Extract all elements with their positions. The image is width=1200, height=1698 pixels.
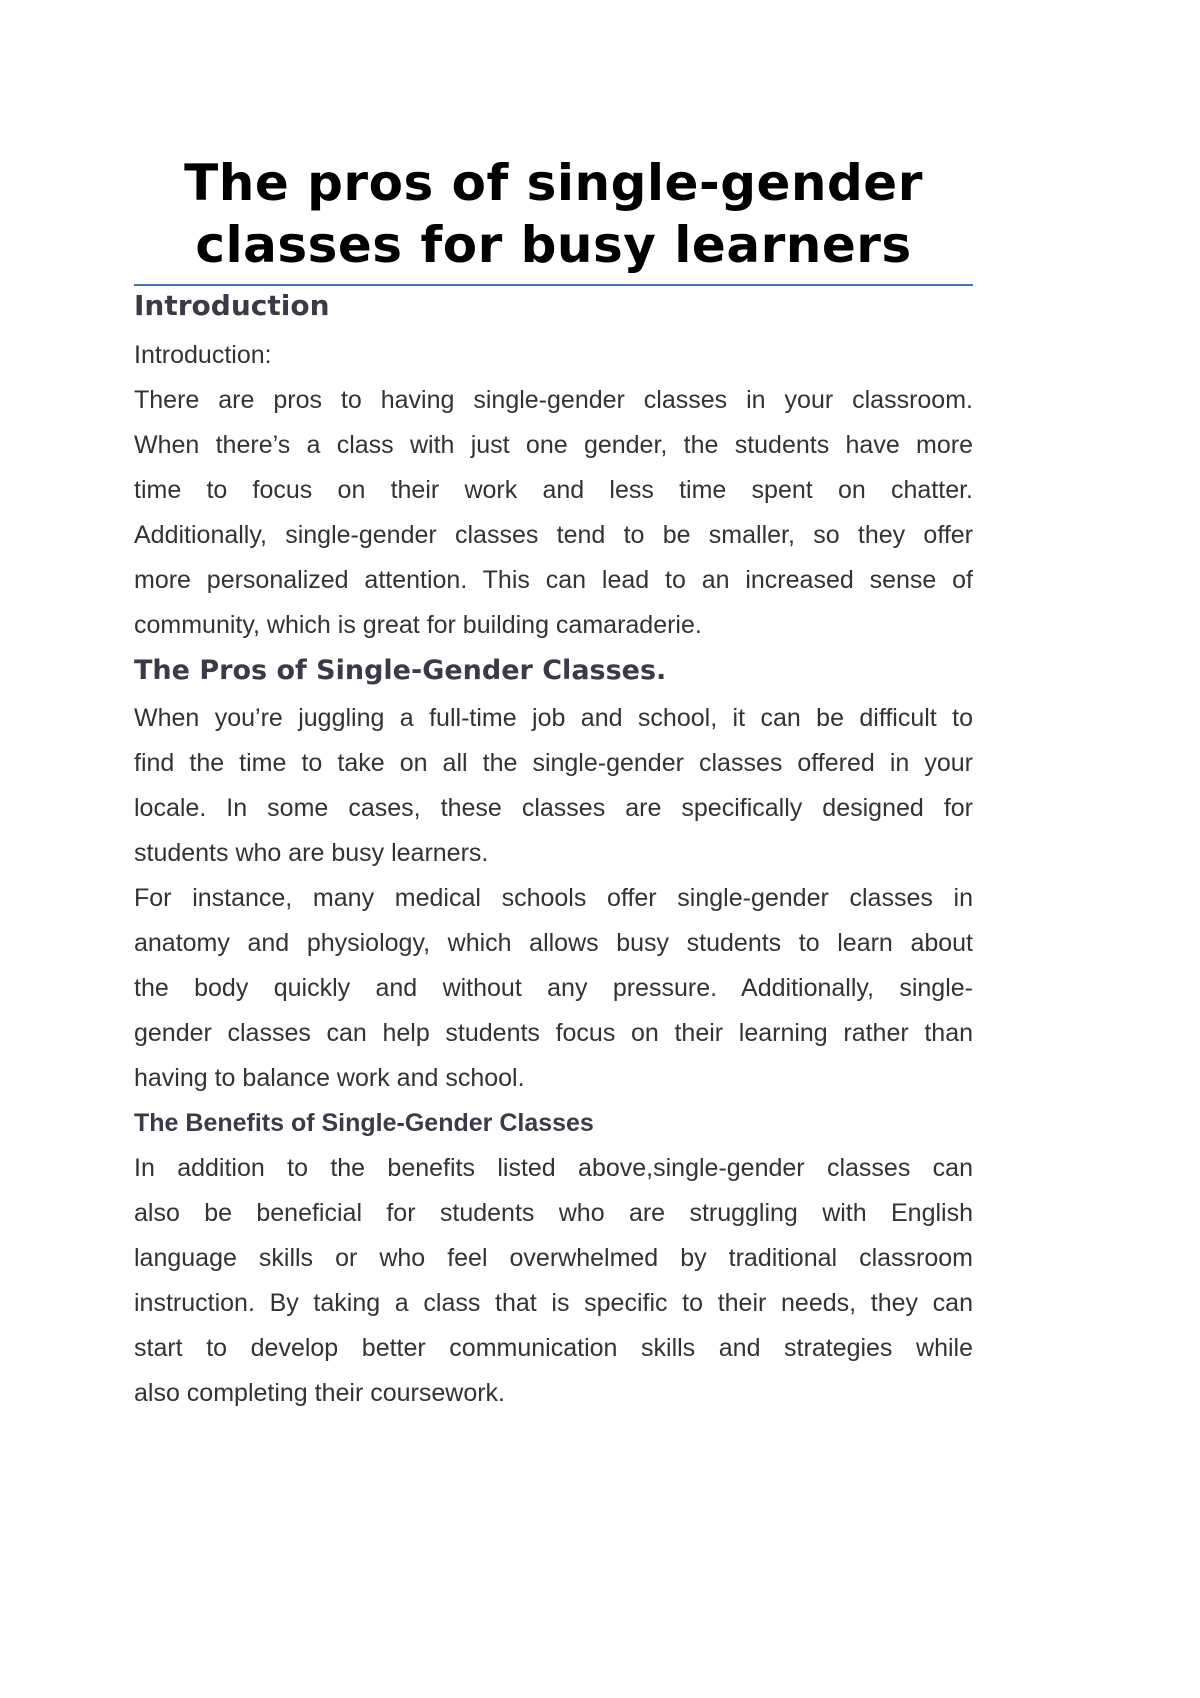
paragraph-line: start to develop better communication skills and strategies while xyxy=(134,1334,973,1362)
paragraph-line: gender classes can help students focus on their learning rather than xyxy=(134,1019,973,1047)
heading-introduction: Introduction xyxy=(134,289,330,322)
paragraph-line: instruction. By taking a class that is specific to their needs, they can xyxy=(134,1289,973,1317)
intro-paragraph xyxy=(134,378,973,648)
benefits-paragraph xyxy=(134,1146,973,1416)
heading-pros: The Pros of Single-Gender Classes. xyxy=(134,655,667,686)
paragraph-line: Introduction: xyxy=(134,341,272,369)
paragraph-line: There are pros to having single-gender classes in your classroom. xyxy=(134,386,973,414)
paragraph-line: also be beneficial for students who are struggling with English xyxy=(134,1199,973,1227)
heading-benefits xyxy=(134,1101,973,1146)
document-page xyxy=(134,152,973,1416)
intro-label xyxy=(134,333,973,378)
pros-paragraph-1 xyxy=(134,696,973,876)
paragraph-line: anatomy and physiology, which allows busy students to learn about xyxy=(134,929,973,957)
paragraph-line: more personalized attention. This can lead to an increased sense of xyxy=(134,566,973,594)
paragraph-line: language skills or who feel overwhelmed by traditional classroom xyxy=(134,1244,973,1272)
title-line: The pros of single-gender xyxy=(184,154,923,212)
paragraph-line: having to balance work and school. xyxy=(134,1064,525,1092)
paragraph-line: When you’re juggling a full-time job and school, it can be difficult to xyxy=(134,704,973,732)
paragraph-line: In addition to the benefits listed above,single-gender classes can xyxy=(134,1154,973,1182)
paragraph-line: students who are busy learners. xyxy=(134,839,489,867)
title-line: classes for busy learners xyxy=(195,216,912,274)
paragraph-line: the body quickly and without any pressure. Additionally, single- xyxy=(134,974,973,1002)
pros-paragraph-2 xyxy=(134,876,973,1101)
paragraph-line: When there’s a class with just one gender, the students have more xyxy=(134,431,973,459)
paragraph-line: Additionally, single-gender classes tend to be smaller, so they offer xyxy=(134,521,973,549)
paragraph-line: community, which is great for building camaraderie. xyxy=(134,611,702,639)
paragraph-line: For instance, many medical schools offer single-gender classes in xyxy=(134,884,973,912)
paragraph-line: locale. In some cases, these classes are specifically designed for xyxy=(134,794,973,822)
paragraph-line: The Benefits of Single-Gender Classes xyxy=(134,1109,594,1137)
document-title xyxy=(134,152,973,276)
paragraph-line: time to focus on their work and less time spent on chatter. xyxy=(134,476,973,504)
paragraph-line: find the time to take on all the single-gender classes offered in your xyxy=(134,749,973,777)
paragraph-line: also completing their coursework. xyxy=(134,1379,505,1407)
